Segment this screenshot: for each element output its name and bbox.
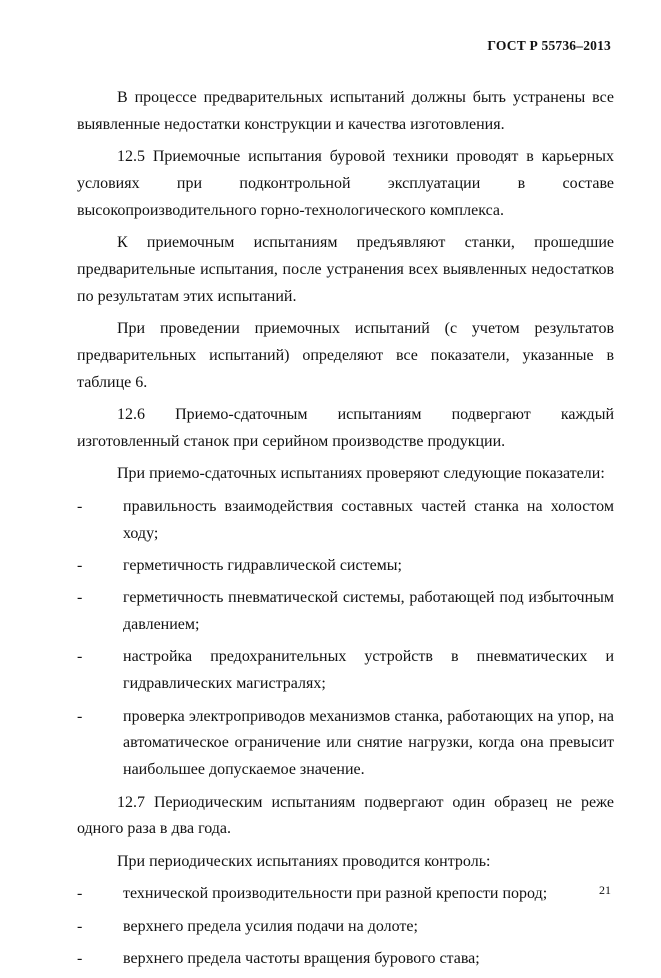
list-bullet: - <box>77 497 83 515</box>
list-item <box>77 585 614 639</box>
list-item-text: правильность взаимодействия составных частей станка на холостом ходу; <box>123 497 614 542</box>
list-item <box>77 946 614 973</box>
document-header: ГОСТ Р 55736–2013 <box>487 38 611 53</box>
paragraph: 12.6 Приемо-сдаточным испытаниям подвергают каждый изготовленный станок при серийном производстве продукции. <box>77 406 614 450</box>
paragraph: При проведении приемочных испытаний (с учетом результатов предварительных испытаний) определяют все показатели, указанные в таблице 6. <box>77 320 614 391</box>
paragraph: К приемочным испытаниям предъявляют станки, прошедшие предварительные испытания, после устранения всех выявленных недостатков по результатам этих испытаний. <box>77 234 614 305</box>
paragraph: При приемо-сдаточных испытаниях проверяют следующие показатели: <box>117 465 605 483</box>
paragraph: В процессе предварительных испытаний должны быть устранены все выявленные недостатки конструкции и качества изготовления. <box>77 89 614 133</box>
list-item-text: герметичность гидравлической системы; <box>123 556 402 574</box>
list-bullet: - <box>77 950 83 968</box>
list-item-text: технической производительности при разной крепости пород; <box>123 885 548 903</box>
list-bullet: - <box>77 885 83 903</box>
list-bullet: - <box>77 917 83 935</box>
list-item <box>77 494 614 548</box>
list-bullet: - <box>77 707 83 725</box>
page-number: 21 <box>599 883 611 897</box>
list-item <box>77 644 614 698</box>
list-bullet: - <box>77 648 83 666</box>
paragraph: 12.5 Приемочные испытания буровой техники проводят в карьерных условиях при подконтрольной эксплуатации в составе высокопроизводительного горно-технологического комплекса. <box>77 148 614 219</box>
list-item <box>77 881 614 908</box>
paragraph: 12.7 Периодическим испытаниям подвергают один образец не реже одного раза в два года. <box>77 793 614 838</box>
list-item-text: верхнего предела усилия подачи на долоте; <box>123 917 418 935</box>
paragraph: При периодических испытаниях проводится контроль: <box>117 852 491 870</box>
list-bullet: - <box>77 589 83 607</box>
list-item <box>77 553 614 580</box>
list-item-text: проверка электроприводов механизмов станка, работающих на упор, на автоматическое ограничение или снятие нагрузки, когда она превысит наибольшее допускаемое значение. <box>123 707 614 779</box>
document-body <box>77 85 614 978</box>
list-item-text: верхнего предела частоты вращения бурового става; <box>123 950 480 968</box>
list-bullet: - <box>77 556 83 574</box>
list-item-text: герметичность пневматической системы, работающей под избыточным давлением; <box>123 589 614 634</box>
list-item <box>77 704 614 784</box>
list-item <box>77 914 614 941</box>
list-item-text: настройка предохранительных устройств в пневматических и гидравлических магистралях; <box>123 648 614 693</box>
